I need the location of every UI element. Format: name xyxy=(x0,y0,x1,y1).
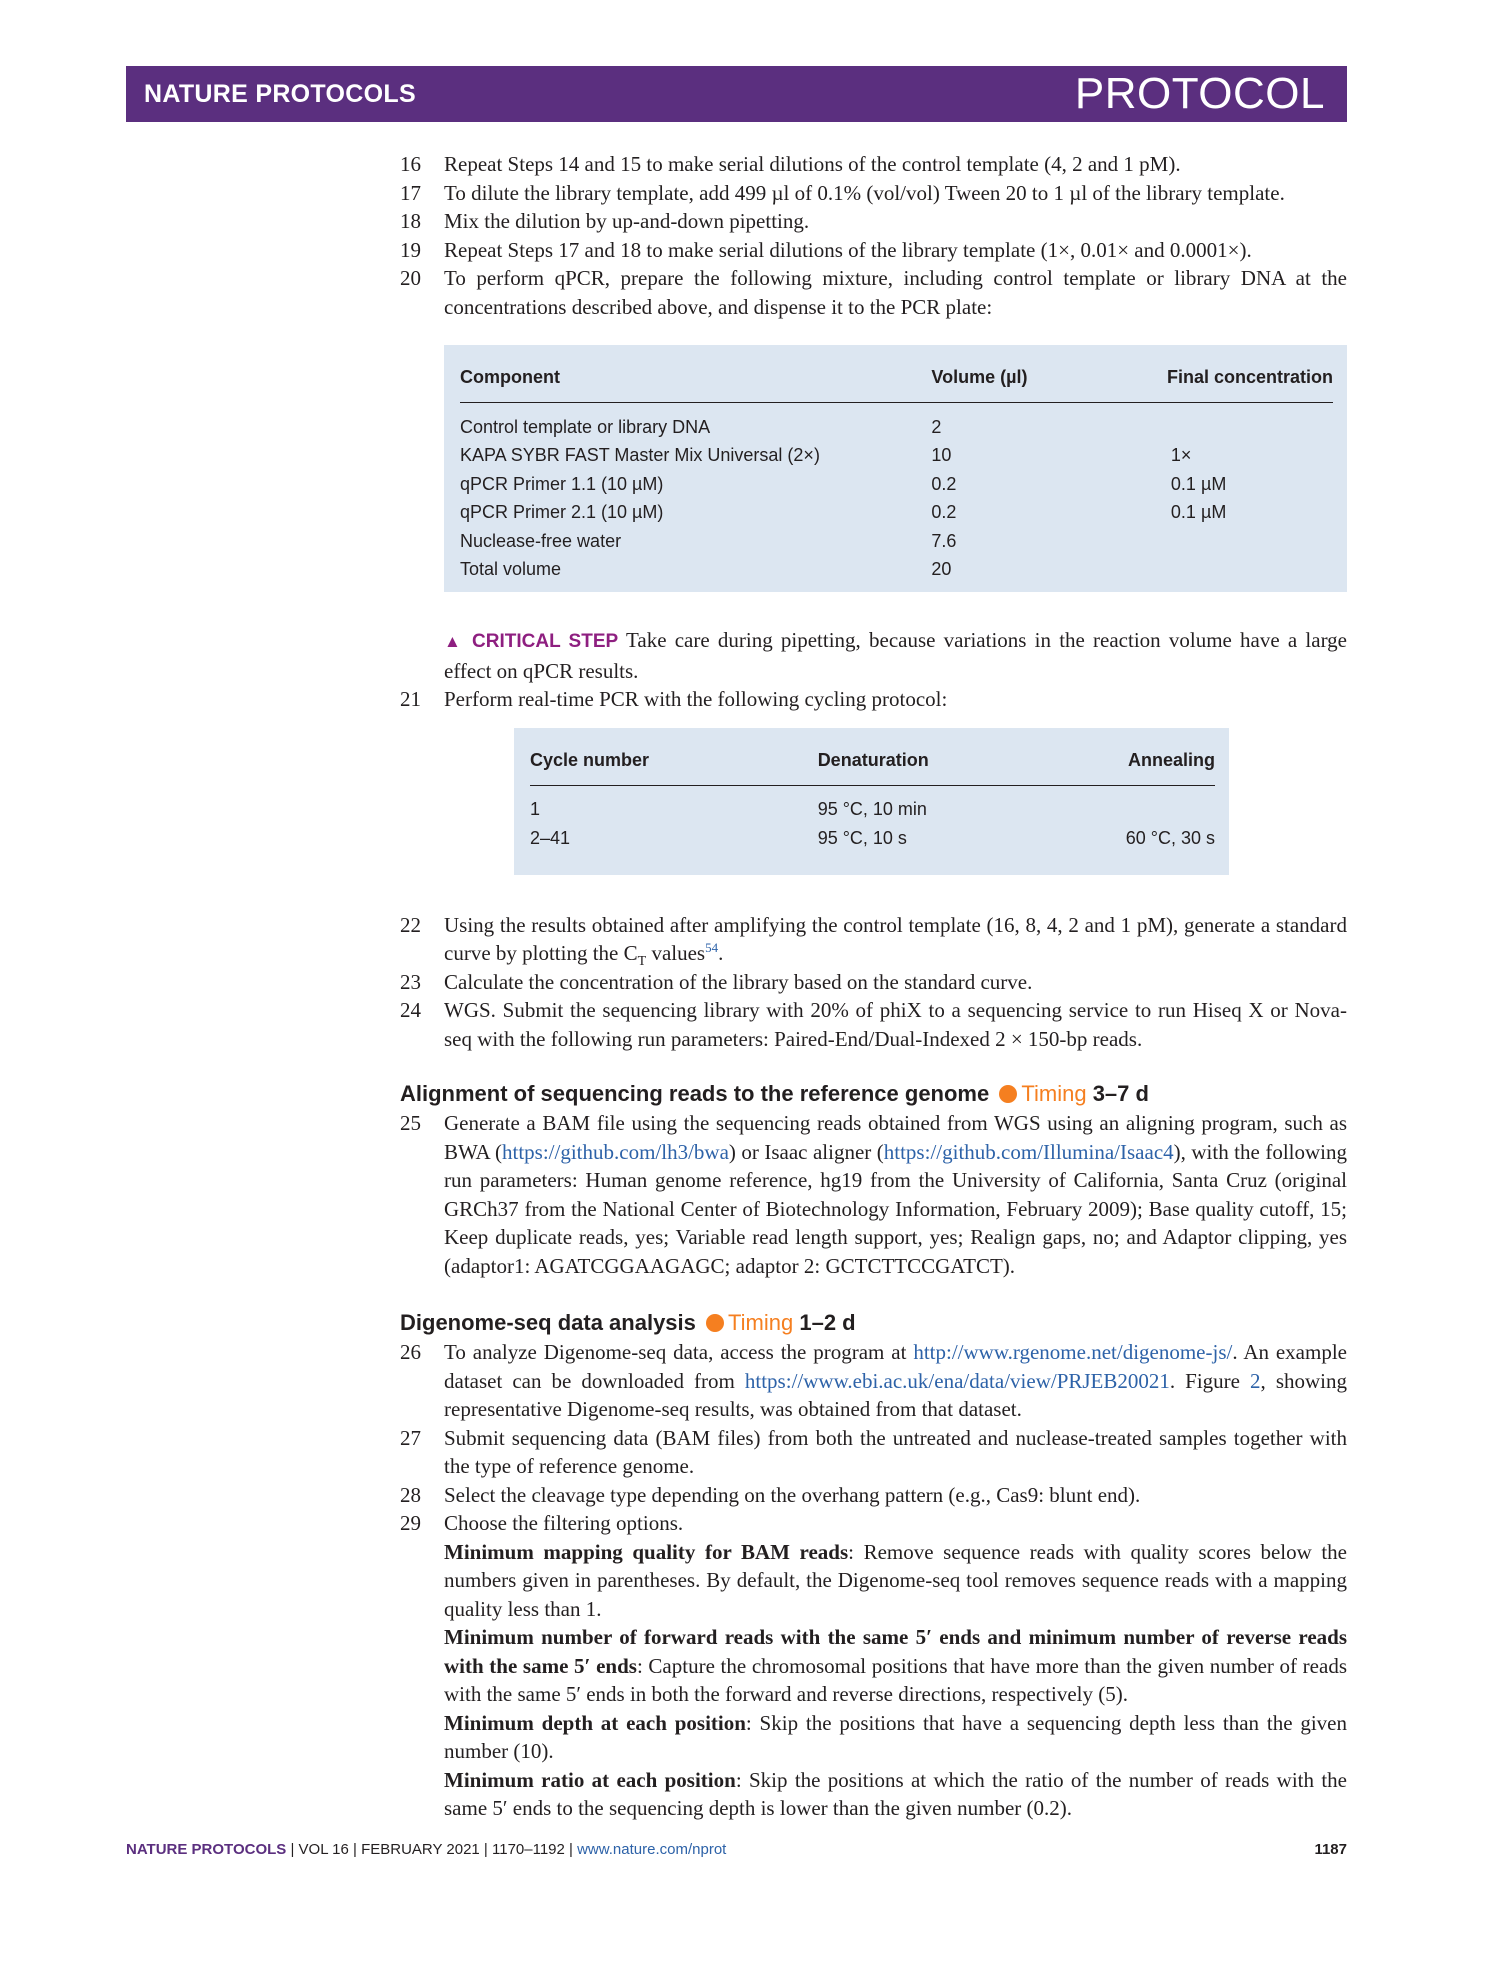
table-cell xyxy=(1141,556,1333,585)
column-header: Volume (µl) xyxy=(931,353,1141,403)
footer-volume: VOL 16 xyxy=(298,1841,349,1858)
table-cell: 7.6 xyxy=(931,530,957,551)
table-cell: 2–41 xyxy=(530,827,571,848)
step-text: To dilute the library template, add 499 µl of 0.1% (vol/vol) Tween 20 to 1 µl of the library template. xyxy=(444,180,1285,205)
step-text: Generate a BAM file using the sequencing reads obtained from WGS using an aligning program, such as BWA (https://github.com/lh3/bwa) or Isaac aligner (https://github.com/Illumina/Isaac4), with the following run parameters: Human genome reference, hg19 from the University of California, Santa Cruz (original GRCh37 from the National Center of Biotechnology Information, February 2009); Base quality cutoff, 15; Keep duplicate reads, yes; Variable read length support, yes; Realign gaps, no; and Adaptor clipping, yes (adaptor1: AGATCGGAAGAGC; adaptor 2: GCTCTTCCGATCT). xyxy=(444,1111,1347,1278)
filter-option-text: : Remove sequence reads with quality scores below the numbers given in parentheses. By default, the Digenome-seq tool removes sequence reads with a mapping quality less than 1. xyxy=(444,1539,1348,1621)
journal-name: NATURE PROTOCOLS xyxy=(144,80,416,108)
step-text: To analyze Digenome-seq data, access the program at http://www.rgenome.net/digenome-js/. An example dataset can be downloaded from https://www.ebi.ac.uk/ena/data/view/PRJEB20021. Figure 2, showing representative Digenome-seq results, was obtained from that dataset. xyxy=(444,1340,1347,1421)
step-item xyxy=(400,207,1347,236)
table-row xyxy=(460,470,1333,499)
table-cell: 20 xyxy=(931,559,952,580)
table-cell: 2 xyxy=(931,416,942,437)
table-cell: 95 °C, 10 min xyxy=(817,799,927,820)
filter-option-title: Minimum number of forward reads with the same 5′ ends and minimum number of reverse reads with the same 5′ ends xyxy=(444,1625,1347,1678)
table-cell: 1× xyxy=(1170,445,1192,466)
critical-step-label: ▲ CRITICAL STEP xyxy=(444,631,619,652)
step-number: 19 xyxy=(400,237,421,262)
step-item xyxy=(400,968,1347,997)
table-cell xyxy=(1141,413,1333,442)
step-item xyxy=(400,1509,1347,1538)
table-row xyxy=(460,413,1333,442)
step-text: Submit sequencing data (BAM files) from both the untreated and nuclease-treated samples together with the type of reference genome. xyxy=(444,1425,1347,1478)
step-item xyxy=(400,179,1347,208)
step-number: 20 xyxy=(400,266,421,290)
step-item xyxy=(400,1481,1347,1510)
step-number: 22 xyxy=(400,912,421,937)
table-cell: 95 °C, 10 s xyxy=(817,827,907,848)
table-header-row xyxy=(530,736,1215,786)
filter-option-text: : Skip the positions that have a sequencing depth less than the given number (10). xyxy=(444,1710,1347,1763)
table-cell: qPCR Primer 2.1 (10 µM) xyxy=(460,502,664,523)
table-row xyxy=(530,796,1215,825)
bwa-link[interactable]: https://github.com/lh3/bwa xyxy=(501,1139,729,1164)
filter-option xyxy=(444,1623,1347,1709)
table-cell: KAPA SYBR FAST Master Mix Universal (2×) xyxy=(460,445,820,466)
filter-option xyxy=(444,1538,1347,1624)
step-item xyxy=(400,236,1347,265)
step-item xyxy=(400,685,1347,714)
table-header-row xyxy=(460,353,1333,403)
step-number: 17 xyxy=(400,180,421,205)
step-text: Perform real-time PCR with the following cycling protocol: xyxy=(444,687,948,711)
isaac-link[interactable]: https://github.com/Illumina/Isaac4 xyxy=(883,1139,1174,1164)
step-item xyxy=(400,1424,1347,1481)
step-item xyxy=(400,264,1347,321)
filter-option xyxy=(444,1709,1347,1766)
critical-step-text: Take care during pipetting, because variations in the reaction volume have a large effect on qPCR results. xyxy=(444,628,1348,683)
step-text: Using the results obtained after amplifying the control template (16, 8, 4, 2 and 1 pM), generate a standard curve by plotting the $C_T$ values$^{54}$. xyxy=(444,912,1347,970)
figure-link[interactable]: 2 xyxy=(1250,1368,1261,1393)
table-cell: Nuclease-free water xyxy=(460,530,622,551)
step-text: WGS. Submit the sequencing library with 20% of phiX to a sequencing service to run Hiseq X or Nova-seq with the following run parameters: Paired-End/Dual-Indexed 2 × 150-bp reads. xyxy=(444,998,1347,1051)
filter-option-title: Minimum mapping quality for BAM reads xyxy=(444,1539,849,1564)
table-row xyxy=(530,824,1215,853)
table-row xyxy=(460,442,1333,471)
table-row xyxy=(460,556,1333,585)
timing-dot-icon xyxy=(999,1085,1017,1103)
column-header: Denaturation xyxy=(818,736,1044,786)
filter-option-title: Minimum depth at each position xyxy=(444,1710,746,1735)
dataset-link[interactable]: https://www.ebi.ac.uk/ena/data/view/PRJEB20021 xyxy=(744,1368,1170,1393)
section-heading-digenome: Digenome-seq data analysis Timing 1–2 d xyxy=(400,1310,856,1335)
digenome-program-link[interactable]: http://www.rgenome.net/digenome-js/ xyxy=(913,1340,1233,1364)
table-cell: qPCR Primer 1.1 (10 µM) xyxy=(460,473,664,494)
page-number: 1187 xyxy=(1314,1841,1347,1858)
steps-16-20 xyxy=(400,150,1347,321)
step-number: 18 xyxy=(400,209,421,233)
step-item xyxy=(400,150,1347,179)
page-header xyxy=(126,66,1347,122)
step-text: Repeat Steps 17 and 18 to make serial dilutions of the library template (1×, 0.01× and 0.0001×). xyxy=(444,237,1252,262)
warning-triangle-icon: ▲ xyxy=(444,632,464,651)
filter-option-text: : Capture the chromosomal positions that have more than the given number of reads with the same 5′ ends in both the forward and reverse directions, respectively (5). xyxy=(444,1653,1347,1706)
footer-date: FEBRUARY 2021 xyxy=(361,1841,480,1858)
table-cell: 10 xyxy=(931,445,952,466)
filter-option xyxy=(444,1766,1347,1823)
footer-url-link[interactable]: www.nature.com/nprot xyxy=(577,1841,727,1858)
table-cell: 1 xyxy=(530,799,541,820)
table-cell: Total volume xyxy=(460,559,562,580)
filter-option-text: : Skip the positions at which the ratio of the number of reads with the same 5′ ends to the sequencing depth is lower than the given number (0.2). xyxy=(444,1767,1347,1820)
column-header: Cycle number xyxy=(530,736,818,786)
timing-dot-icon xyxy=(706,1314,724,1332)
step-number: 27 xyxy=(400,1425,421,1450)
step-item xyxy=(400,911,1347,968)
step-text: Calculate the concentration of the library based on the standard curve. xyxy=(444,969,1033,994)
reference-link[interactable]: 54 xyxy=(705,940,719,955)
table-row xyxy=(460,499,1333,528)
step-number: 24 xyxy=(400,998,421,1022)
critical-step-note xyxy=(444,626,1347,685)
step-text: Select the cleavage type depending on the overhang pattern (e.g., Cas9: blunt end). xyxy=(444,1482,1141,1507)
step-item xyxy=(400,996,1347,1053)
step-item xyxy=(400,1109,1347,1280)
section-heading-alignment: Alignment of sequencing reads to the reference genome Timing 3–7 d xyxy=(400,1081,1149,1106)
step-item xyxy=(400,1338,1347,1424)
step-number: 28 xyxy=(400,1482,421,1507)
table-cell: Control template or library DNA xyxy=(460,416,711,437)
footer-pages: 1170–1192 xyxy=(492,1841,565,1858)
step-number: 16 xyxy=(400,152,421,176)
main-content xyxy=(400,150,1347,1823)
table-cell: 0.2 xyxy=(931,502,957,523)
footer-journal: NATURE PROTOCOLS xyxy=(126,1841,287,1858)
step-text: Choose the filtering options. xyxy=(444,1511,684,1535)
table-cell: 0.1 µM xyxy=(1170,502,1227,523)
step-number: 25 xyxy=(400,1111,421,1135)
table-cell: 0.2 xyxy=(931,473,957,494)
table-cell xyxy=(1141,527,1333,556)
step-text: To perform qPCR, prepare the following mixture, including control template or library DNA at the concentrations described above, and dispense it to the PCR plate: xyxy=(444,266,1347,319)
table-cell: 0.1 µM xyxy=(1170,473,1227,494)
column-header: Final concentration xyxy=(1141,353,1333,403)
cycling-protocol-table xyxy=(514,728,1229,875)
step-number: 29 xyxy=(400,1511,421,1535)
step-number: 21 xyxy=(400,687,421,711)
step-text: Repeat Steps 14 and 15 to make serial dilutions of the control template (4, 2 and 1 pM). xyxy=(444,152,1181,176)
column-header: Component xyxy=(460,353,931,403)
table-cell xyxy=(1044,796,1215,825)
column-header: Annealing xyxy=(1044,736,1215,786)
step-number: 26 xyxy=(400,1340,421,1364)
page-footer: NATURE PROTOCOLS | VOL 16 | FEBRUARY 2021 | 1170–1192 | www.nature.com/nprot 1187 xyxy=(126,1841,1347,1858)
qpcr-mixture-table xyxy=(444,345,1347,592)
table-row xyxy=(460,527,1333,556)
filter-option-title: Minimum ratio at each position xyxy=(444,1767,736,1792)
step-text: Mix the dilution by up-and-down pipetting. xyxy=(444,209,810,233)
table-cell: 60 °C, 30 s xyxy=(1125,827,1215,848)
article-type-label: PROTOCOL xyxy=(1074,69,1325,118)
step-number: 23 xyxy=(400,969,421,994)
